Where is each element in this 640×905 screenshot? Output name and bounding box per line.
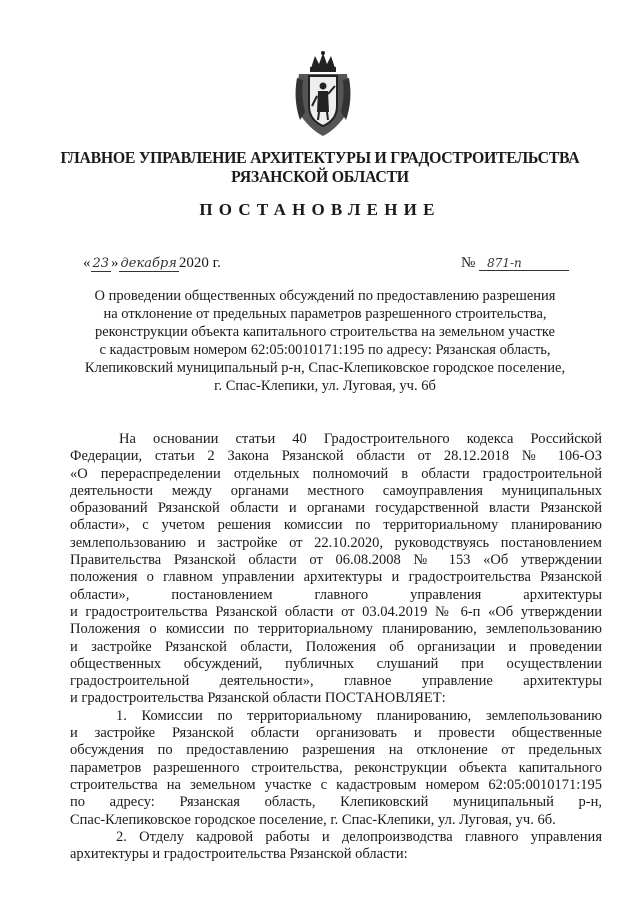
subject-line: О проведении общественных обсуждений по предоставлению разрешения xyxy=(94,288,556,304)
org-title-line2: РЯЗАНСКОЙ ОБЛАСТИ xyxy=(231,167,409,186)
item-line: строительства на земельном участке с кадастровым номером 62:05:0010171:195 xyxy=(70,776,602,793)
subject-line: на отклонение от предельных параметров разрешенного строительства, xyxy=(103,306,547,322)
date-year: 2020 г. xyxy=(178,255,221,271)
item-line: Спас-Клепиковское городское поселение, г. Спас-Клепики, ул. Луговая, уч. 6б. xyxy=(70,811,556,828)
body-line: Положения о комиссии по территориальному планированию, землепользованию xyxy=(70,621,602,638)
body-line: деятельности между органами местного самоуправления муниципальных xyxy=(70,482,602,499)
body-line: градостроительной деятельности», главное управление архитектуры xyxy=(70,673,602,690)
subject-line: реконструкции объекта капитального строительства на земельном участке xyxy=(95,324,555,340)
item-line: обсуждения по предоставлению разрешения на отклонение от предельных xyxy=(70,742,602,759)
body-line: общественных обсуждений, публичных слушаний при осуществлении xyxy=(70,655,602,672)
date-open-quote: « xyxy=(83,255,91,271)
body-line: области», с учетом решения комиссии по территориальному планированию xyxy=(70,517,602,534)
document-subject xyxy=(75,287,575,395)
body-line: положения о главном управлении архитектуры и градостроительства Рязанской xyxy=(70,569,602,586)
body-line: землепользованию и застройке от 22.10.2020, руководствуясь постановлением xyxy=(70,534,602,551)
item-line: архитектуры и градостроительства Рязанской области: xyxy=(70,846,408,863)
document-body xyxy=(70,431,602,863)
number-value: 871-п xyxy=(479,256,569,271)
subject-line: г. Спас-Клепики, ул. Луговая, уч. 6б xyxy=(214,378,436,394)
item-line: параметров разрешенного строительства, реконструкции объекта капитального xyxy=(70,759,602,776)
body-line: На основании статьи 40 Градостроительного кодекса Российской xyxy=(119,431,602,447)
date-close-quote: » xyxy=(111,255,119,271)
body-line: Федерации, статьи 2 Закона Рязанской области от 28.12.2018 № 106-ОЗ xyxy=(70,448,602,465)
subject-line: с кадастровым номером 62:05:0010171:195 по адресу: Рязанская область, xyxy=(99,342,551,358)
item-line: по адресу: Рязанская область, Клепиковский муниципальный р-н, xyxy=(70,794,602,811)
date-day: 23 xyxy=(92,256,110,271)
date-month: декабря xyxy=(120,256,177,271)
body-line: и градостроительства Рязанской области от 03.04.2019 № 6-п «Об утверждении xyxy=(70,603,602,620)
body-line: и градостроительства Рязанской области ПОСТАНОВЛЯЕТ: xyxy=(70,690,446,707)
org-title-line1: ГЛАВНОЕ УПРАВЛЕНИЕ АРХИТЕКТУРЫ И ГРАДОСТРОИТЕЛЬСТВА xyxy=(60,148,580,167)
item-line: 2. Отделу кадровой работы и делопроизводства главного управления xyxy=(116,828,602,845)
document-number xyxy=(461,255,569,272)
item-line: 1. Комиссии по территориальному планированию, землепользованию xyxy=(116,707,602,724)
body-line: и застройке Рязанской области, Положения об организации и проведении xyxy=(70,638,602,655)
subject-line: Клепиковский муниципальный р-н, Спас-Клепиковское городское поселение, xyxy=(84,360,566,376)
item-line: и застройке Рязанской области организовать и провести общественные xyxy=(70,725,602,742)
body-line: Правительства Рязанской области от 06.08.2008 № 153 «Об утверждении xyxy=(70,552,602,569)
body-line: области», постановлением главного управления архитектуры xyxy=(70,586,602,603)
coat-of-arms-icon xyxy=(291,50,355,138)
document-date xyxy=(83,255,221,272)
number-label: № xyxy=(461,255,476,271)
document-type-heading: ПОСТАНОВЛЕНИЕ xyxy=(199,200,441,219)
body-line: «О перераспределении отдельных полномочий в области градостроительной xyxy=(70,465,602,482)
body-line: образований Рязанской области и органами государственной власти Рязанской xyxy=(70,500,602,517)
